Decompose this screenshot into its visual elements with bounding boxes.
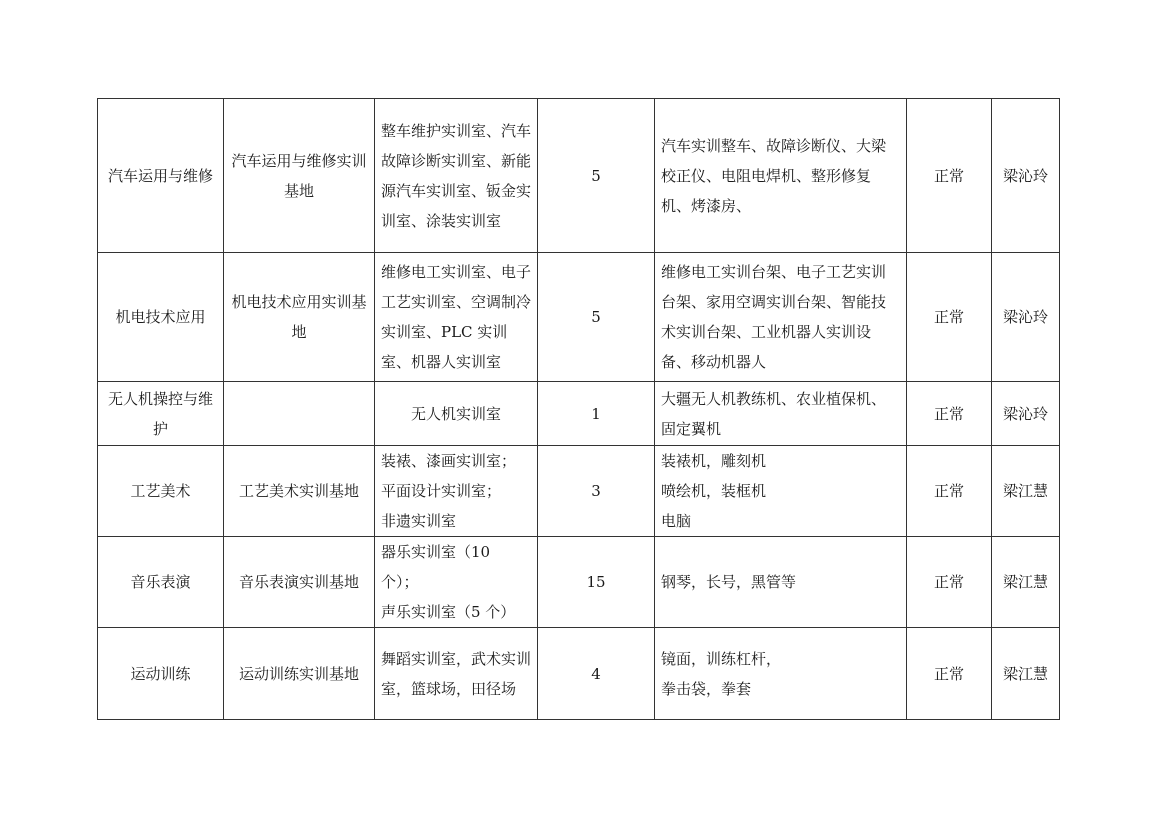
status-cell: 正常 bbox=[907, 382, 992, 446]
table-row bbox=[98, 253, 1060, 382]
base-cell: 运动训练实训基地 bbox=[224, 628, 375, 720]
training-facility-table bbox=[97, 98, 1060, 720]
status-cell: 正常 bbox=[907, 446, 992, 537]
major-cell: 汽车运用与维修 bbox=[98, 99, 224, 253]
count-cell: 3 bbox=[538, 446, 655, 537]
major-cell: 无人机操控与维护 bbox=[98, 382, 224, 446]
manager-cell: 梁江慧 bbox=[992, 537, 1060, 628]
table-row bbox=[98, 446, 1060, 537]
equipment-cell: 汽车实训整车、故障诊断仪、大梁校正仪、电阻电焊机、整形修复机、烤漆房、 bbox=[655, 99, 907, 253]
count-cell: 5 bbox=[538, 253, 655, 382]
table-row bbox=[98, 628, 1060, 720]
table-row bbox=[98, 99, 1060, 253]
manager-cell: 梁沁玲 bbox=[992, 99, 1060, 253]
rooms-cell: 整车维护实训室、汽车故障诊断实训室、新能源汽车实训室、钣金实训室、涂装实训室 bbox=[375, 99, 538, 253]
major-cell: 工艺美术 bbox=[98, 446, 224, 537]
status-cell: 正常 bbox=[907, 537, 992, 628]
count-cell: 4 bbox=[538, 628, 655, 720]
count-cell: 1 bbox=[538, 382, 655, 446]
major-cell: 音乐表演 bbox=[98, 537, 224, 628]
base-cell: 工艺美术实训基地 bbox=[224, 446, 375, 537]
equipment-cell: 镜面，训练杠杆， 拳击袋，拳套 bbox=[655, 628, 907, 720]
base-cell: 汽车运用与维修实训基地 bbox=[224, 99, 375, 253]
rooms-cell: 维修电工实训室、电子工艺实训室、空调制冷实训室、PLC 实训室、机器人实训室 bbox=[375, 253, 538, 382]
rooms-cell: 器乐实训室（10 个）； 声乐实训室（5 个） bbox=[375, 537, 538, 628]
status-cell: 正常 bbox=[907, 99, 992, 253]
count-cell: 15 bbox=[538, 537, 655, 628]
count-cell: 5 bbox=[538, 99, 655, 253]
manager-cell: 梁江慧 bbox=[992, 446, 1060, 537]
equipment-cell: 装裱机，雕刻机 喷绘机，装框机 电脑 bbox=[655, 446, 907, 537]
major-cell: 运动训练 bbox=[98, 628, 224, 720]
major-cell: 机电技术应用 bbox=[98, 253, 224, 382]
base-cell: 机电技术应用实训基地 bbox=[224, 253, 375, 382]
manager-cell: 梁沁玲 bbox=[992, 253, 1060, 382]
rooms-cell: 舞蹈实训室，武术实训室，篮球场，田径场 bbox=[375, 628, 538, 720]
table-row bbox=[98, 537, 1060, 628]
equipment-cell: 大疆无人机教练机、农业植保机、固定翼机 bbox=[655, 382, 907, 446]
base-cell: 音乐表演实训基地 bbox=[224, 537, 375, 628]
rooms-cell: 无人机实训室 bbox=[375, 382, 538, 446]
rooms-cell: 装裱、漆画实训室； 平面设计实训室； 非遗实训室 bbox=[375, 446, 538, 537]
status-cell: 正常 bbox=[907, 628, 992, 720]
equipment-cell: 钢琴，长号，黑管等 bbox=[655, 537, 907, 628]
manager-cell: 梁沁玲 bbox=[992, 382, 1060, 446]
equipment-cell: 维修电工实训台架、电子工艺实训台架、家用空调实训台架、智能技术实训台架、工业机器人实训设备、移动机器人 bbox=[655, 253, 907, 382]
manager-cell: 梁江慧 bbox=[992, 628, 1060, 720]
status-cell: 正常 bbox=[907, 253, 992, 382]
base-cell bbox=[224, 382, 375, 446]
table-row bbox=[98, 382, 1060, 446]
